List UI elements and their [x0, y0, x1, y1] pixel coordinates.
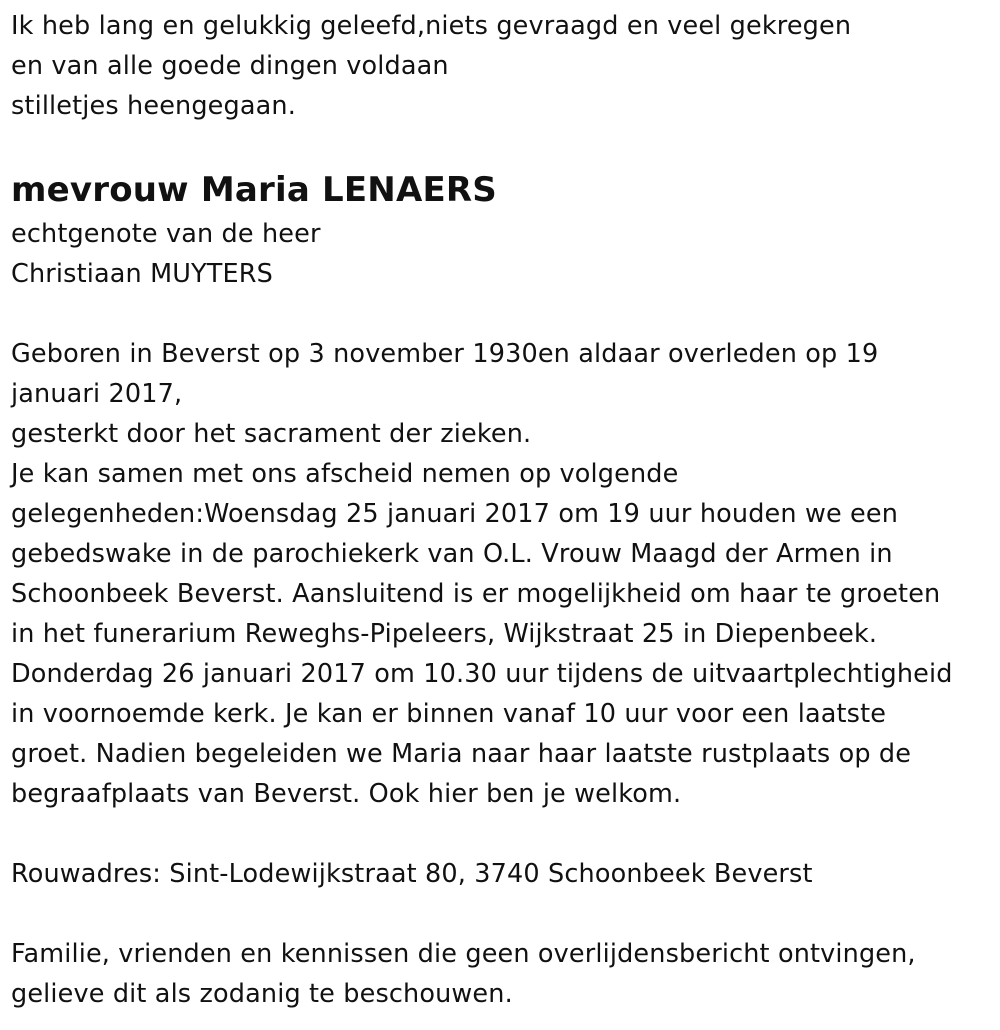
announcement-text — [11, 334, 991, 814]
announcement-line: groet. Nadien begeleiden we Maria naar haar laatste rustplaats op de — [11, 739, 912, 769]
announcement-line: Donderdag 26 januari 2017 om 10.30 uur tijdens de uitvaartplechtigheid — [11, 659, 953, 689]
poem-line: en van alle goede dingen voldaan — [11, 51, 449, 81]
closing-note — [11, 934, 991, 1014]
announcement-line: januari 2017, — [11, 379, 183, 409]
poem-line: stilletjes heengegaan. — [11, 91, 296, 121]
spouse-info — [11, 214, 991, 294]
closing-line: gelieve dit als zodanig te beschouwen. — [11, 979, 513, 1009]
closing-line: Familie, vrienden en kennissen die geen overlijdensbericht ontvingen, — [11, 939, 916, 969]
announcement-line: Schoonbeek Beverst. Aansluitend is er mogelijkheid om haar te groeten — [11, 579, 941, 609]
announcement-line: Je kan samen met ons afscheid nemen op volgende — [11, 459, 679, 489]
spouse-name: Christiaan MUYTERS — [11, 259, 273, 289]
poem — [11, 6, 991, 126]
spacer — [11, 814, 991, 854]
announcement-line: in het funerarium Reweghs-Pipeleers, Wijkstraat 25 in Diepenbeek. — [11, 619, 878, 649]
announcement-line: begraafplaats van Beverst. Ook hier ben je welkom. — [11, 779, 682, 809]
poem-line: Ik heb lang en gelukkig geleefd,niets gevraagd en veel gekregen — [11, 11, 852, 41]
announcement-line: Geboren in Beverst op 3 november 1930en aldaar overleden op 19 — [11, 339, 879, 369]
spacer — [11, 894, 991, 934]
announcement-line: gebedswake in de parochiekerk van O.L. Vrouw Maagd der Armen in — [11, 539, 893, 569]
announcement-line: gelegenheden:Woensdag 25 januari 2017 om 19 uur houden we een — [11, 499, 899, 529]
relation-line: echtgenote van de heer — [11, 219, 321, 249]
mourning-address: Rouwadres: Sint-Lodewijkstraat 80, 3740 Schoonbeek Beverst — [11, 859, 813, 889]
announcement-line: in voornoemde kerk. Je kan er binnen vanaf 10 uur voor een laatste — [11, 699, 887, 729]
spacer — [11, 294, 991, 334]
announcement-line: gesterkt door het sacrament der zieken. — [11, 419, 532, 449]
deceased-name: mevrouw Maria LENAERS — [11, 170, 497, 210]
obituary-notice — [11, 6, 991, 1014]
